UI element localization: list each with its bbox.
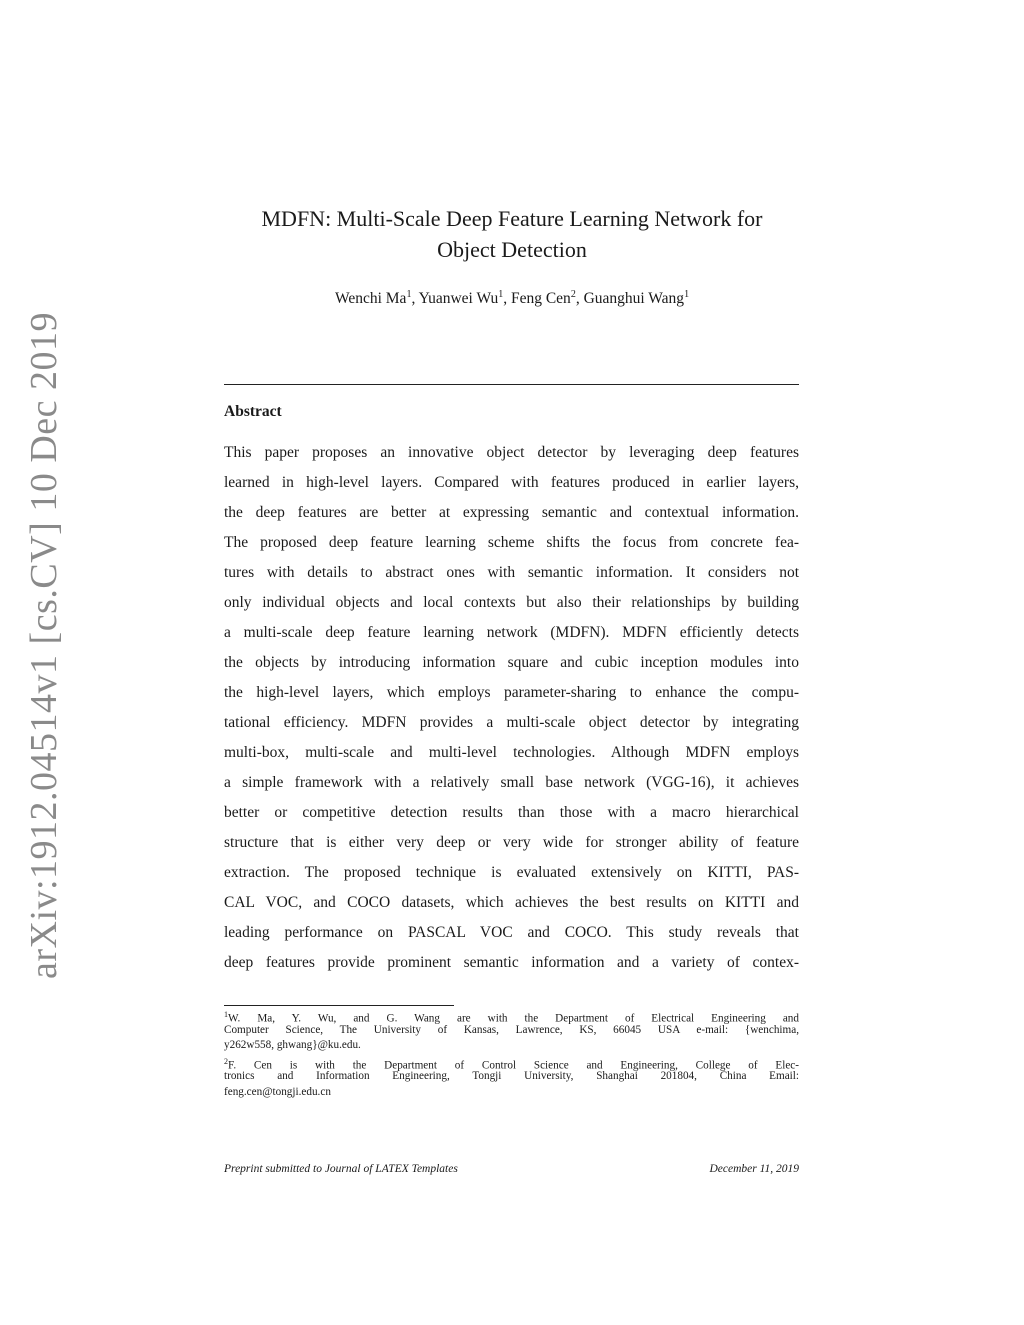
paper-title bbox=[200, 203, 824, 265]
footnote-2-line: feng.cen@tongji.edu.cn bbox=[224, 1085, 331, 1098]
abstract-line: deep features provide prominent semantic information and a variety of contex- bbox=[224, 954, 799, 971]
footnote-1-line: y262w558, ghwang}@ku.edu. bbox=[224, 1039, 361, 1051]
abstract-line: tational efficiency. MDFN provides a multi-scale object detector by integrating bbox=[224, 714, 799, 731]
footnote-1-line: Computer Science, The University of Kansas, Lawrence, KS, 66045 USA e-mail: {wenchima, bbox=[224, 1023, 799, 1036]
author-affiliation: 1 bbox=[498, 289, 504, 300]
abstract-line: leading performance on PASCAL VOC and COCO. This study reveals that bbox=[224, 924, 799, 941]
title-line-2: Object Detection bbox=[437, 237, 587, 262]
footnote-2-line bbox=[224, 1054, 799, 1070]
abstract-line: the objects by introducing information square and cubic inception modules into bbox=[224, 654, 799, 671]
abstract-line: multi-box, multi-scale and multi-level technologies. Although MDFN employs bbox=[224, 744, 799, 761]
author-affiliation: 2 bbox=[570, 289, 576, 300]
abstract-line: structure that is either very deep or very wide for stronger ability of feature bbox=[224, 834, 799, 851]
abstract-line: learned in high-level layers. Compared with features produced in earlier layers, bbox=[224, 474, 799, 491]
author-name: Wenchi Ma bbox=[334, 290, 407, 308]
abstract-line: the deep features are better at expressing semantic and contextual information. bbox=[224, 504, 799, 521]
author-name: Yuanwei Wu bbox=[418, 290, 499, 308]
arxiv-identifier: arXiv:1912.04514v1 [cs.CV] 10 Dec 2019 bbox=[23, 311, 65, 979]
footnote-2-line: tronics and Information Engineering, Tongji University, Shanghai 201804, China Email: bbox=[224, 1070, 799, 1082]
abstract-line: The proposed deep feature learning scheme shifts the focus from concrete fea- bbox=[224, 534, 799, 551]
abstract-line: a simple framework with a relatively small base network (VGG-16), it achieves bbox=[224, 774, 799, 791]
abstract-line: CAL VOC, and COCO datasets, which achieves the best results on KITTI and bbox=[224, 894, 799, 911]
footnote-1-mark: 1 bbox=[224, 1010, 228, 1019]
footnote-2-text: F. Cen is with the Department of Control Science and Engineering, College of Elec- bbox=[228, 1059, 799, 1072]
abstract-line: a multi-scale deep feature learning network (MDFN). MDFN efficiently detects bbox=[224, 624, 799, 641]
abstract-body bbox=[224, 438, 799, 978]
author-affiliation: 1 bbox=[406, 289, 412, 300]
author-affiliation: 1 bbox=[684, 289, 690, 300]
abstract-line: only individual objects and local contexts but also their relationships by building bbox=[224, 594, 799, 611]
author-name: Guanghui Wang bbox=[583, 290, 685, 308]
footnotes bbox=[224, 1007, 799, 1100]
footnote-2-mark: 2 bbox=[224, 1056, 228, 1066]
abstract-line: This paper proposes an innovative object detector by leveraging deep features bbox=[224, 444, 799, 461]
title-line-1: MDFN: Multi-Scale Deep Feature Learning Network for bbox=[261, 206, 763, 231]
page-footer bbox=[224, 1163, 799, 1175]
abstract-line: extraction. The proposed technique is evaluated extensively on KITTI, PAS- bbox=[224, 864, 799, 881]
abstract-line: the high-level layers, which employs parameter-sharing to enhance the compu- bbox=[224, 684, 799, 701]
abstract-heading: Abstract bbox=[224, 403, 282, 420]
footnote-rule bbox=[224, 1005, 454, 1006]
footnote-1-line bbox=[224, 1007, 799, 1023]
footer-date: December 11, 2019 bbox=[709, 1163, 799, 1175]
footer-journal: Preprint submitted to Journal of LATEX Templates bbox=[224, 1163, 458, 1175]
arxiv-sidebar bbox=[22, 311, 66, 979]
author-list: Wenchi Ma$^1$, Yuanwei Wu$^1$, Feng Cen$^2$, Guanghui Wang$^1$ bbox=[334, 289, 690, 308]
abstract-line: better or competitive detection results than those with a macro hierarchical bbox=[224, 804, 799, 821]
footnote-1-text: W. Ma, Y. Wu, and G. Wang are with the Department of Electrical Engineering and bbox=[228, 1012, 799, 1025]
abstract-top-rule bbox=[224, 384, 799, 385]
abstract-line: tures with details to abstract ones with semantic information. It considers not bbox=[224, 564, 799, 581]
author-name: Feng Cen bbox=[510, 290, 571, 308]
